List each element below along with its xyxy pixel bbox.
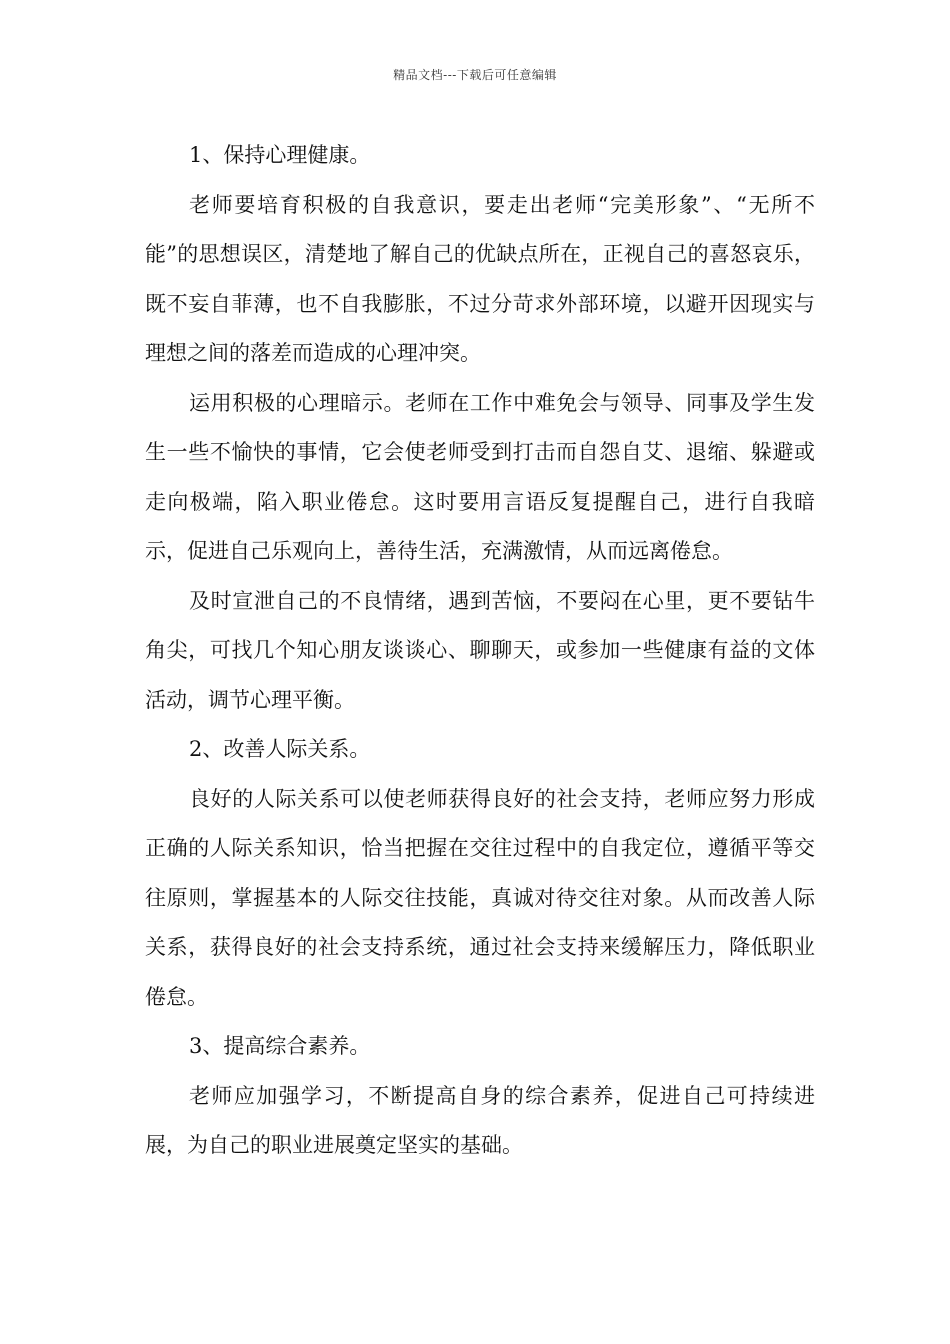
paragraph: 及时宣泄自己的不良情绪，遇到苦恼，不要闷在心里，更不要钻牛角尖，可找几个知心朋友谈谈心、聊聊天，或参加一些健康有益的文体活动，调节心理平衡。 [145,588,815,712]
paragraph: 老师要培育积极的自我意识，要走出老师“完美形象”、“无所不能”的思想误区，清楚地了解自己的优缺点所在，正视自己的喜怒哀乐，既不妄自菲薄，也不自我膨胀，不过分苛求外部环境，以避开因现实与理想之间的落差而造成的心理冲突。 [145,192,815,365]
section-heading-2: 2、改善人际关系。 [189,737,371,761]
section-heading-1: 1、保持心理健康。 [189,143,371,167]
document-body [145,131,815,1171]
page-header: 精品文档---下载后可任意编辑 [393,68,557,82]
paragraph: 运用积极的心理暗示。老师在工作中难免会与领导、同事及学生发生一些不愉快的事情，它会使老师受到打击而自怨自艾、退缩、躲避或走向极端，陷入职业倦怠。这时要用言语反复提醒自己，进行自我暗示，促进自己乐观向上，善待生活，充满激情，从而远离倦怠。 [145,390,815,563]
paragraph: 老师应加强学习，不断提高自身的综合素养，促进自己可持续进展，为自己的职业进展奠定坚实的基础。 [145,1083,815,1157]
paragraph: 良好的人际关系可以使老师获得良好的社会支持，老师应努力形成正确的人际关系知识，恰当把握在交往过程中的自我定位，遵循平等交往原则，掌握基本的人际交往技能，真诚对待交往对象。从而改善人际关系，获得良好的社会支持系统，通过社会支持来缓解压力，降低职业倦怠。 [145,786,815,1009]
section-heading-3: 3、提高综合素养。 [189,1034,371,1058]
